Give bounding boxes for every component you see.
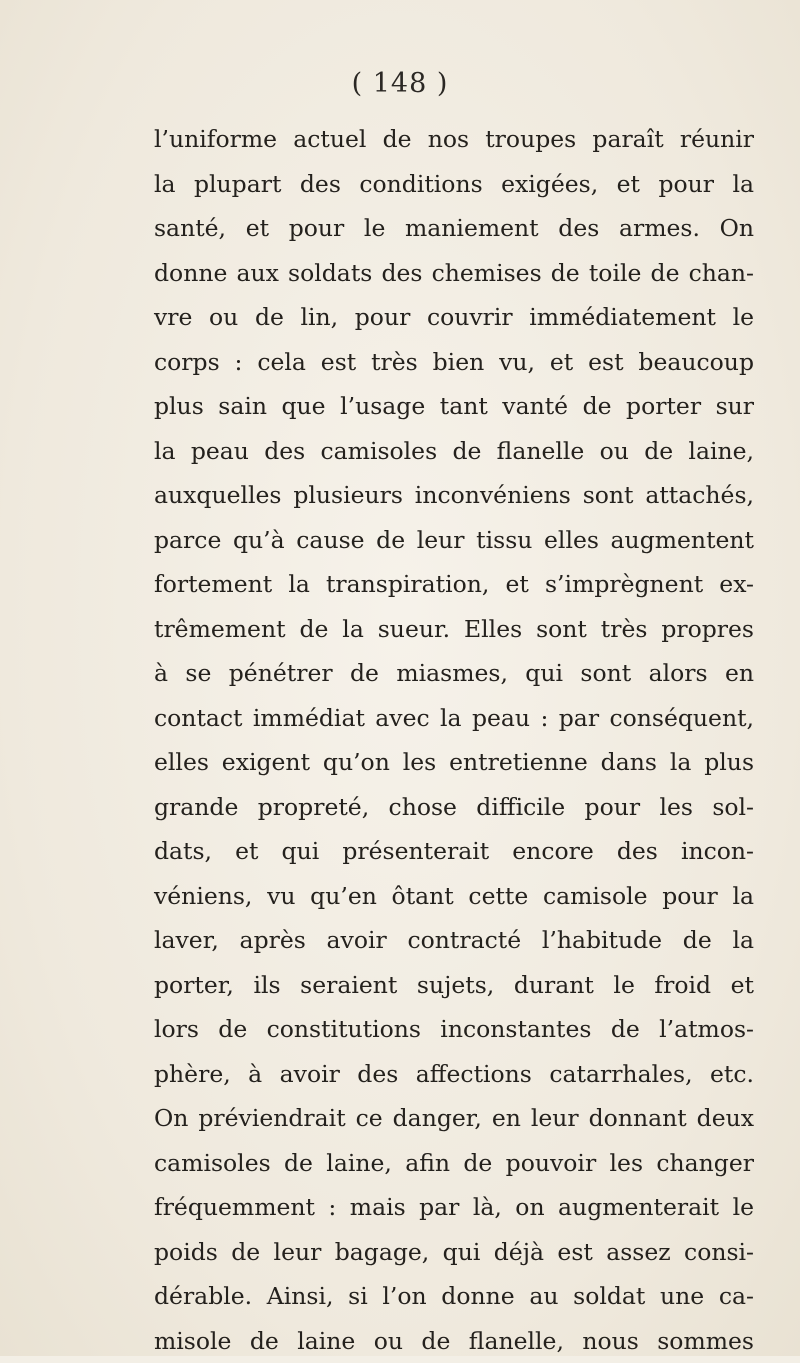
text-line: poids de leur bagage, qui déjà est assez consi-: [154, 1230, 754, 1275]
text-line: santé, et pour le maniement des armes. On: [154, 206, 754, 251]
text-line: la peau des camisoles de flanelle ou de laine,: [154, 429, 754, 474]
text-line: camisoles de laine, afin de pouvoir les changer: [154, 1141, 754, 1186]
text-line: fortement la transpiration, et s’imprègnent ex-: [154, 562, 754, 607]
text-line: véniens, vu qu’en ôtant cette camisole pour la: [154, 874, 754, 919]
text-line: dats, et qui présenterait encore des incon-: [154, 829, 754, 874]
text-line: misole de laine ou de flanelle, nous sommes: [154, 1319, 754, 1363]
text-line: plus sain que l’usage tant vanté de porter sur: [154, 384, 754, 429]
text-line: On préviendrait ce danger, en leur donnant deux: [154, 1096, 754, 1141]
page-number: ( 148 ): [0, 68, 800, 99]
text-line: lors de constitutions inconstantes de l’atmos-: [154, 1007, 754, 1052]
text-line: elles exigent qu’on les entretienne dans la plus: [154, 740, 754, 785]
text-line: l’uniforme actuel de nos troupes paraît réunir: [154, 117, 754, 162]
text-line: donne aux soldats des chemises de toile de chan-: [154, 251, 754, 296]
text-line: grande propreté, chose difficile pour les sol-: [154, 785, 754, 830]
text-line: contact immédiat avec la peau : par conséquent,: [154, 696, 754, 741]
text-line: phère, à avoir des affections catarrhales, etc.: [154, 1052, 754, 1097]
text-line: corps : cela est très bien vu, et est beaucoup: [154, 340, 754, 385]
text-line: à se pénétrer de miasmes, qui sont alors en: [154, 651, 754, 696]
text-line: dérable. Ainsi, si l’on donne au soldat une ca-: [154, 1274, 754, 1319]
text-line: fréquemment : mais par là, on augmenterait le: [154, 1185, 754, 1230]
text-line: laver, après avoir contracté l’habitude de la: [154, 918, 754, 963]
body-text: [154, 117, 754, 1363]
text-line: auxquelles plusieurs inconvéniens sont attachés,: [154, 473, 754, 518]
text-line: vre ou de lin, pour couvrir immédiatement le: [154, 295, 754, 340]
text-line: parce qu’à cause de leur tissu elles augmentent: [154, 518, 754, 563]
text-line: porter, ils seraient sujets, durant le froid et: [154, 963, 754, 1008]
text-line: la plupart des conditions exigées, et pour la: [154, 162, 754, 207]
text-line: trêmement de la sueur. Elles sont très propres: [154, 607, 754, 652]
